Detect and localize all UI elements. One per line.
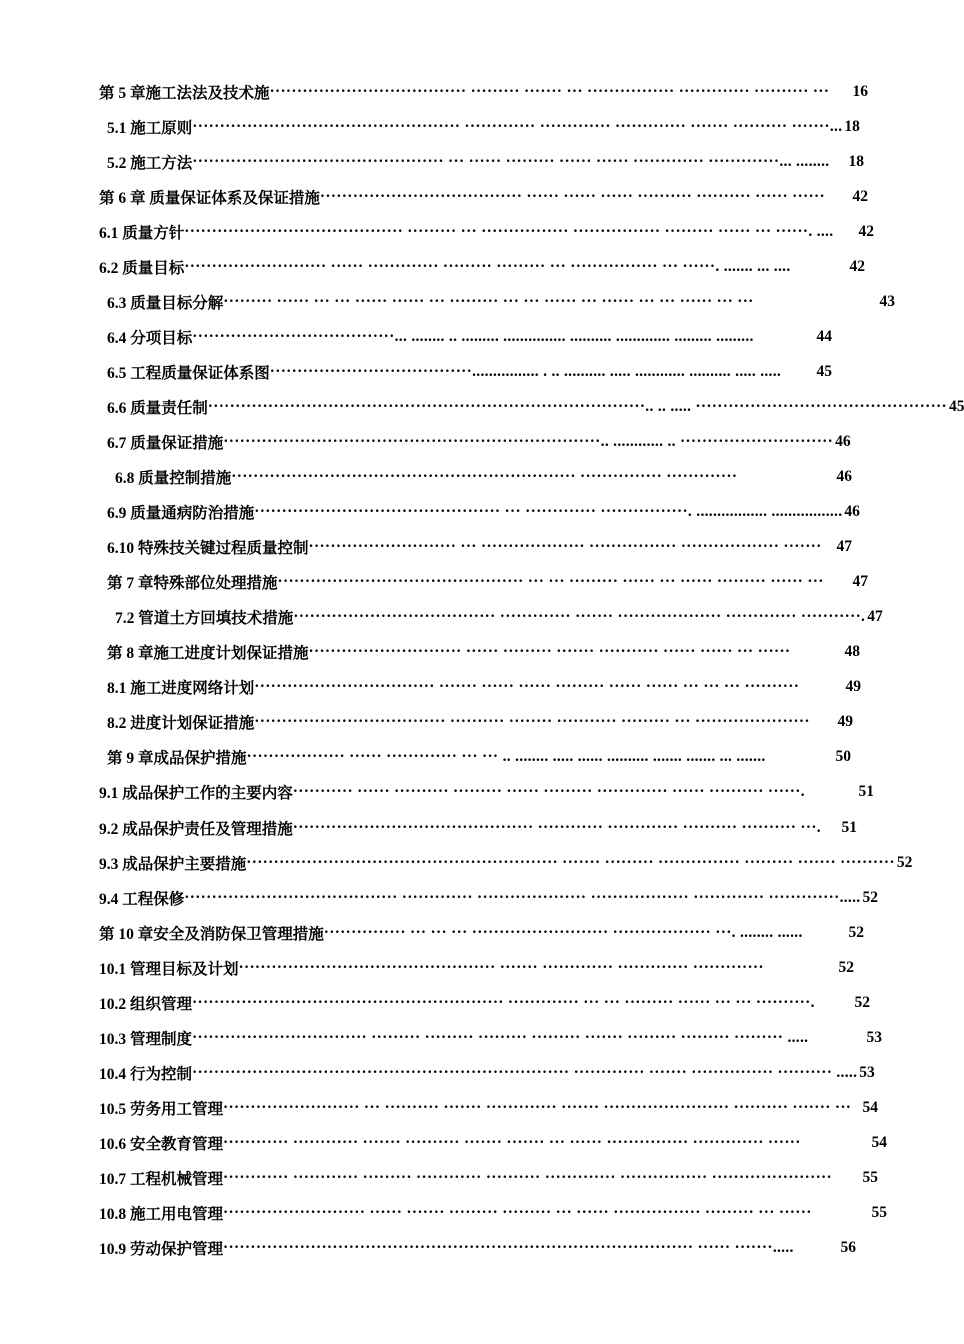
toc-entry-title: 8.2 进度计划保证措施	[107, 715, 255, 733]
toc-entry-title: 6.5 工程质量保证体系图	[107, 364, 270, 382]
toc-dot-leader: ···························· ······ ········· ······· ··········· ······ ······ ··· ······	[308, 643, 791, 661]
toc-page-number: 42	[858, 222, 874, 240]
toc-page-number: 51	[858, 783, 874, 801]
toc-entry[interactable]	[0, 144, 864, 179]
toc-entry[interactable]	[0, 109, 860, 144]
toc-entry[interactable]	[0, 389, 964, 424]
toc-entry[interactable]	[0, 284, 895, 319]
toc-entry[interactable]	[0, 845, 913, 880]
toc-entry[interactable]	[0, 354, 832, 389]
toc-dot-leader: ······························································· ··············· ·············	[231, 468, 738, 486]
toc-entry-title: 6.6 质量责任制	[107, 399, 208, 417]
toc-entry-title: 10.5 劳务用工管理	[99, 1100, 224, 1118]
toc-entry[interactable]	[0, 600, 883, 635]
toc-entry-title: 5.2 施工方法	[107, 154, 193, 172]
toc-entry[interactable]	[0, 214, 874, 249]
toc-dot-leader: ····································· ············· ······· ··················· ············· ···········.	[293, 608, 866, 626]
toc-dot-leader: ············ ············ ······· ·········· ······· ······· ··· ······ ··············· ············· ······	[223, 1133, 801, 1151]
toc-entry-title: 10.7 工程机械管理	[99, 1170, 224, 1188]
toc-page-number: 54	[862, 1098, 878, 1116]
toc-entry-title: 第 7 章特殊部位处理措施	[107, 575, 278, 593]
toc-entry-title: 第 9 章成品保护措施	[107, 750, 247, 768]
toc-entry[interactable]	[0, 705, 853, 740]
toc-entry[interactable]	[0, 179, 868, 214]
toc-page-number: 55	[862, 1168, 878, 1186]
toc-page-number: 52	[854, 993, 870, 1011]
toc-entry[interactable]	[0, 1231, 856, 1266]
toc-dot-leader: ·························· ······ ······· ········· ········· ··· ······ ················ ········· ··· ······	[223, 1204, 812, 1222]
toc-page-number: 16	[852, 82, 868, 100]
toc-dot-leader: ··································· ·········· ········ ··········· ········· ··· ·····················	[254, 713, 810, 731]
toc-entry-title: 10.1 管理目标及计划	[99, 960, 239, 978]
toc-page-number: 55	[871, 1204, 887, 1222]
toc-entry[interactable]	[0, 1196, 887, 1231]
toc-page-number: 52	[862, 888, 878, 906]
toc-page-number: 45	[816, 362, 832, 380]
toc-dot-leader: ····································································· ············· ······· ··············· ·········· .....	[192, 1063, 858, 1081]
toc-entry-title: 第 8 章施工进度计划保证措施	[107, 645, 309, 663]
toc-entry-title: 6.4 分项目标	[107, 329, 193, 347]
toc-entry-title: 10.8 施工用电管理	[99, 1206, 224, 1224]
toc-dot-leader: ···································· ········· ······· ··· ················ ············· ·········· ···	[269, 82, 830, 100]
toc-dot-leader: ································· ······· ······ ······ ········· ······ ······ ··· ··· ··· ··········	[254, 678, 800, 696]
toc-entry-title: 6.8 质量控制措施	[115, 470, 232, 488]
toc-entry[interactable]	[0, 670, 861, 705]
toc-page-number: 53	[859, 1063, 875, 1081]
toc-entry[interactable]	[0, 565, 868, 600]
toc-dot-leader: ························· ··· ·········· ······· ············· ······· ······················· ·········· ······· ···	[223, 1098, 852, 1116]
toc-page-number: 51	[841, 818, 857, 836]
toc-entry[interactable]	[0, 775, 874, 810]
toc-dot-leader: ······················································································ ······ ·······.....	[223, 1239, 794, 1257]
toc-dot-leader: ················································································.. .. ..... ··············································	[207, 397, 947, 415]
toc-entry[interactable]	[0, 985, 870, 1020]
toc-entry[interactable]	[0, 1160, 878, 1195]
toc-dot-leader: ··························· ··· ··················· ················ ·················· ·······	[308, 538, 822, 556]
toc-entry-title: 10.6 安全教育管理	[99, 1135, 224, 1153]
toc-entry-title: 6.2 质量目标	[99, 259, 185, 277]
toc-entry[interactable]	[0, 319, 832, 354]
toc-dot-leader: ····································· ······ ······ ······ ·········· ·········· ······ ······	[319, 187, 825, 205]
toc-entry[interactable]	[0, 530, 852, 565]
toc-page-number: 42	[849, 257, 865, 275]
toc-entry-title: 9.4 工程保修	[99, 890, 185, 908]
toc-entry[interactable]	[0, 1125, 887, 1160]
toc-page-number: 49	[845, 678, 861, 696]
toc-dot-leader: ························································· ············· ··· ··· ········· ······ ··· ··· ··········.	[192, 993, 815, 1011]
toc-entry-title: 10.9 劳动保护管理	[99, 1241, 224, 1259]
toc-entry-title: 第 10 章安全及消防保卫管理措施	[99, 925, 324, 943]
toc-entry-title: 7.2 管道土方回填技术措施	[115, 610, 294, 628]
toc-page-number: 52	[896, 853, 913, 871]
toc-dot-leader: ························································· ······· ········· ··············· ········· ······· ··········	[246, 853, 895, 871]
toc-entry-title: 5.1 施工原则	[107, 119, 193, 137]
toc-page-number: 47	[836, 538, 852, 556]
toc-page-number: 43	[879, 292, 895, 310]
toc-page-number: 46	[835, 432, 851, 450]
toc-entry[interactable]	[0, 950, 854, 985]
toc-dot-leader: ············································ ············ ············· ·········· ·········· ···.	[292, 818, 821, 836]
toc-dot-leader: ·············································· ··· ······ ········· ······ ······ ············· ·············... ........	[192, 152, 830, 170]
toc-entry-title: 6.9 质量通病防治措施	[107, 505, 255, 523]
toc-entry[interactable]	[0, 1055, 875, 1090]
toc-page-number: 47	[867, 608, 883, 626]
toc-entry[interactable]	[0, 740, 851, 775]
toc-entry[interactable]	[0, 424, 851, 459]
toc-entry-title: 6.10 特殊技关键过程质量控制	[107, 540, 309, 558]
toc-entry[interactable]	[0, 460, 852, 495]
toc-page-number: 18	[848, 152, 864, 170]
toc-page-number: 46	[836, 468, 852, 486]
toc-entry[interactable]	[0, 1020, 882, 1055]
toc-page-number: 56	[840, 1239, 856, 1257]
toc-entry-title: 6.3 质量目标分解	[107, 294, 224, 312]
toc-entry[interactable]	[0, 74, 868, 109]
toc-entry-title: 8.1 施工进度网络计划	[107, 680, 255, 698]
toc-entry[interactable]	[0, 915, 864, 950]
toc-entry-title: 10.4 行为控制	[99, 1065, 193, 1083]
toc-dot-leader: ········································ ········· ··· ················ ················ ········· ······ ··· ······. ....	[184, 222, 834, 240]
toc-entry[interactable]	[0, 1090, 878, 1125]
toc-page-number: 52	[838, 958, 854, 976]
toc-page-number: 53	[866, 1028, 882, 1046]
toc-page-number: 54	[871, 1133, 887, 1151]
table-of-contents	[0, 74, 964, 1266]
toc-dot-leader: ·························· ······ ············· ········· ········· ··· ················ ··· ······. ....... ... ....	[184, 257, 791, 275]
toc-dot-leader: ································ ········· ········· ········· ········· ······· ········· ········· ········· .....	[192, 1028, 809, 1046]
toc-entry-title: 6.7 质量保证措施	[107, 434, 224, 452]
toc-entry[interactable]	[0, 249, 865, 284]
toc-page-number: 18	[844, 117, 860, 135]
toc-entry[interactable]	[0, 495, 860, 530]
toc-entry-title: 9.1 成品保护工作的主要内容	[99, 785, 293, 803]
toc-entry-title: 10.2 组织管理	[99, 995, 193, 1013]
toc-entry-title: 第 5 章施工法法及技术施	[99, 84, 270, 102]
toc-dot-leader: ·················· ······ ············· ··· ··· .. ........ ..... ...... .......... ....... ....... ... .......	[246, 748, 766, 766]
toc-entry[interactable]	[0, 635, 860, 670]
toc-page-number: 47	[852, 573, 868, 591]
toc-entry-title: 10.3 管理制度	[99, 1030, 193, 1048]
toc-dot-leader: ·····································································.. ............ .. ····························	[223, 432, 834, 450]
toc-dot-leader: ··············································· ······· ············· ············· ·············	[238, 958, 764, 976]
toc-page-number: 48	[844, 643, 860, 661]
toc-dot-leader: ·····································................ . .. .......... ..... ............ .......... ..... .....	[269, 362, 782, 380]
toc-dot-leader: ········· ······ ··· ··· ······ ······ ··· ········· ··· ··· ······ ··· ······ ··· ··· ······ ··· ···	[223, 292, 754, 310]
toc-page-number: 49	[837, 713, 853, 731]
toc-dot-leader: ······································· ············· ···················· ·················· ············· ·············.....	[184, 888, 861, 906]
toc-page-number: 46	[844, 503, 860, 521]
toc-entry-title: 9.2 成品保护责任及管理措施	[99, 820, 293, 838]
toc-entry[interactable]	[0, 880, 878, 915]
toc-page-number: 45	[948, 397, 964, 415]
toc-page-number: 42	[852, 187, 868, 205]
toc-dot-leader: ················································· ············· ············· ············· ······· ·········· ·······...	[192, 117, 843, 135]
toc-entry-title: 9.3 成品保护主要措施	[99, 855, 247, 873]
toc-dot-leader: ·····································... ........ .. ......... ............... .......... ............. ......... .........	[192, 327, 754, 345]
toc-entry-title: 第 6 章 质量保证体系及保证措施	[99, 189, 320, 207]
toc-page-number: 52	[848, 923, 864, 941]
toc-entry[interactable]	[0, 810, 857, 845]
toc-page-number: 50	[835, 748, 851, 766]
toc-dot-leader: ··········· ······ ·········· ········· ······ ········· ············· ······ ·········· ······.	[292, 783, 805, 801]
toc-dot-leader: ············ ············ ········· ············ ·········· ············· ················ ······················	[223, 1168, 832, 1186]
toc-page-number: 44	[816, 327, 832, 345]
toc-dot-leader: ············································· ··· ··· ········· ······ ··· ······ ········· ······ ···	[277, 573, 824, 591]
toc-dot-leader: ············································· ··· ············· ················. ................. .................	[254, 503, 843, 521]
toc-dot-leader: ··············· ··· ··· ··· ························· ·················· ···. ........ ......	[323, 923, 803, 941]
toc-entry-title: 6.1 质量方针	[99, 224, 185, 242]
